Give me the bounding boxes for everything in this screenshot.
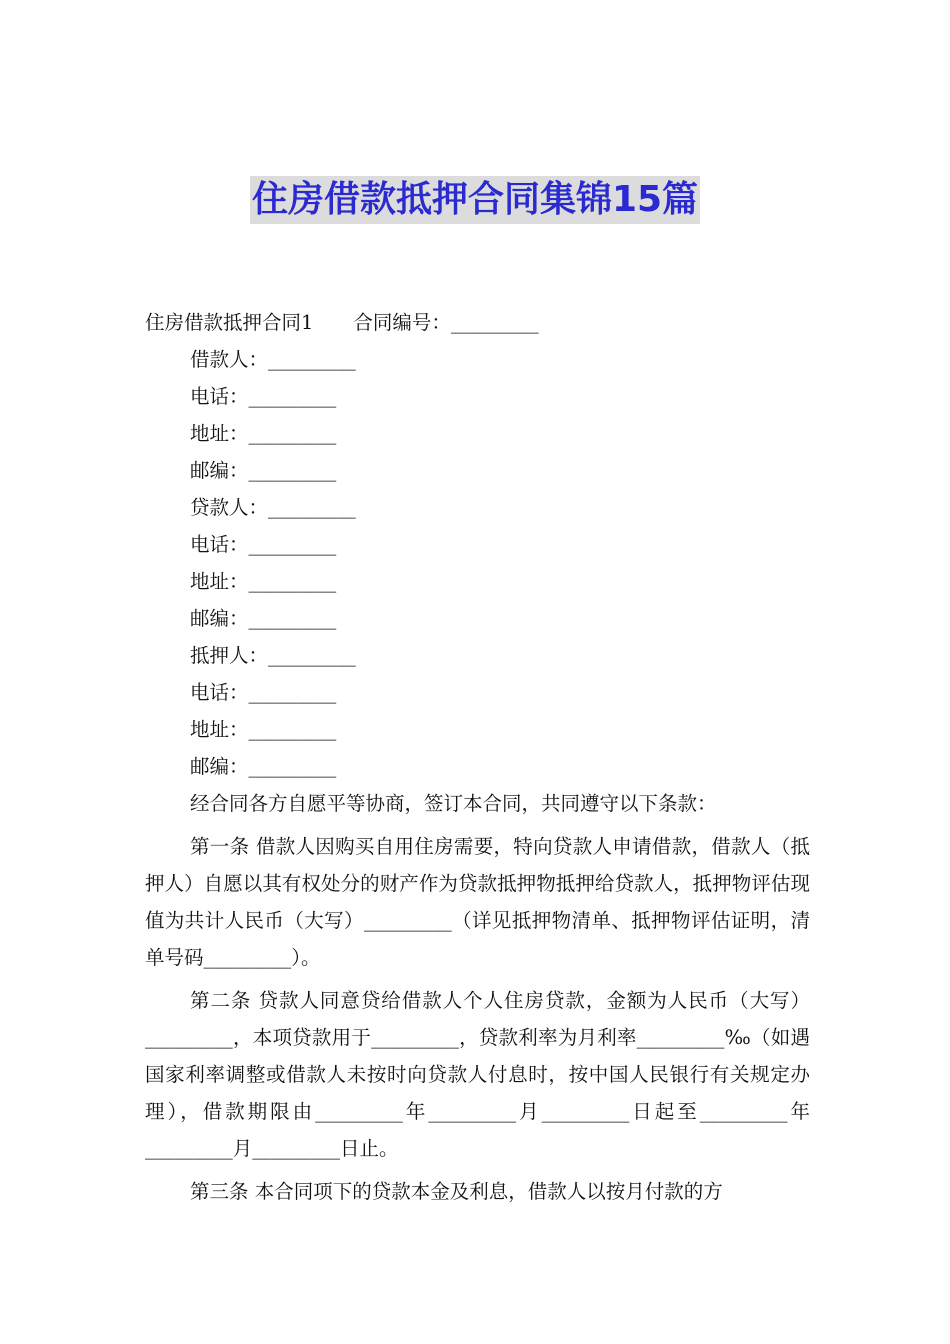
lender-field: 贷款人：_________	[190, 496, 356, 519]
contract-number: 合同编号：_________	[353, 311, 539, 334]
contract-name: 住房借款抵押合同1	[145, 311, 314, 334]
borrower-postcode-field: 邮编：_________	[190, 459, 337, 482]
article-2-paragraph: 第二条 贷款人同意贷给借款人个人住房贷款，金额为人民币（大写）_________，本项贷款用于_________，贷款利率为月利率_________‰（如遇国家利率调整或借款人未按时向贷款人付息时，按中国人民银行有关规定办理），借款期限由_________年_________月_________日起至_________年_________月_________日止。	[145, 989, 810, 1160]
mortgagor-field: 抵押人：_________	[190, 644, 356, 667]
lender-phone-field: 电话：_________	[190, 533, 337, 556]
lender-postcode-field: 邮编：_________	[190, 607, 337, 630]
document-title	[0, 176, 950, 224]
borrower-address-field: 地址：_________	[190, 422, 337, 445]
contract-body	[145, 304, 810, 1210]
preamble-paragraph: 经合同各方自愿平等协商，签订本合同，共同遵守以下条款：	[190, 792, 717, 815]
mortgagor-phone-field: 电话：_________	[190, 681, 337, 704]
title-text: 住房借款抵押合同集锦15篇	[250, 176, 700, 224]
article-1-paragraph: 第一条 借款人因购买自用住房需要，特向贷款人申请借款，借款人（抵押人）自愿以其有权处分的财产作为贷款抵押物抵押给贷款人，抵押物评估现值为共计人民币（大写）_________（详见抵押物清单、抵押物评估证明，清单号码_________）。	[145, 835, 810, 969]
borrower-field: 借款人：_________	[190, 348, 356, 371]
article-3-paragraph: 第三条 本合同项下的贷款本金及利息，借款人以按月付款的方	[190, 1180, 723, 1203]
lender-address-field: 地址：_________	[190, 570, 337, 593]
contract-header-line	[145, 304, 810, 341]
borrower-phone-field: 电话：_________	[190, 385, 337, 408]
mortgagor-address-field: 地址：_________	[190, 718, 337, 741]
mortgagor-postcode-field: 邮编：_________	[190, 755, 337, 778]
